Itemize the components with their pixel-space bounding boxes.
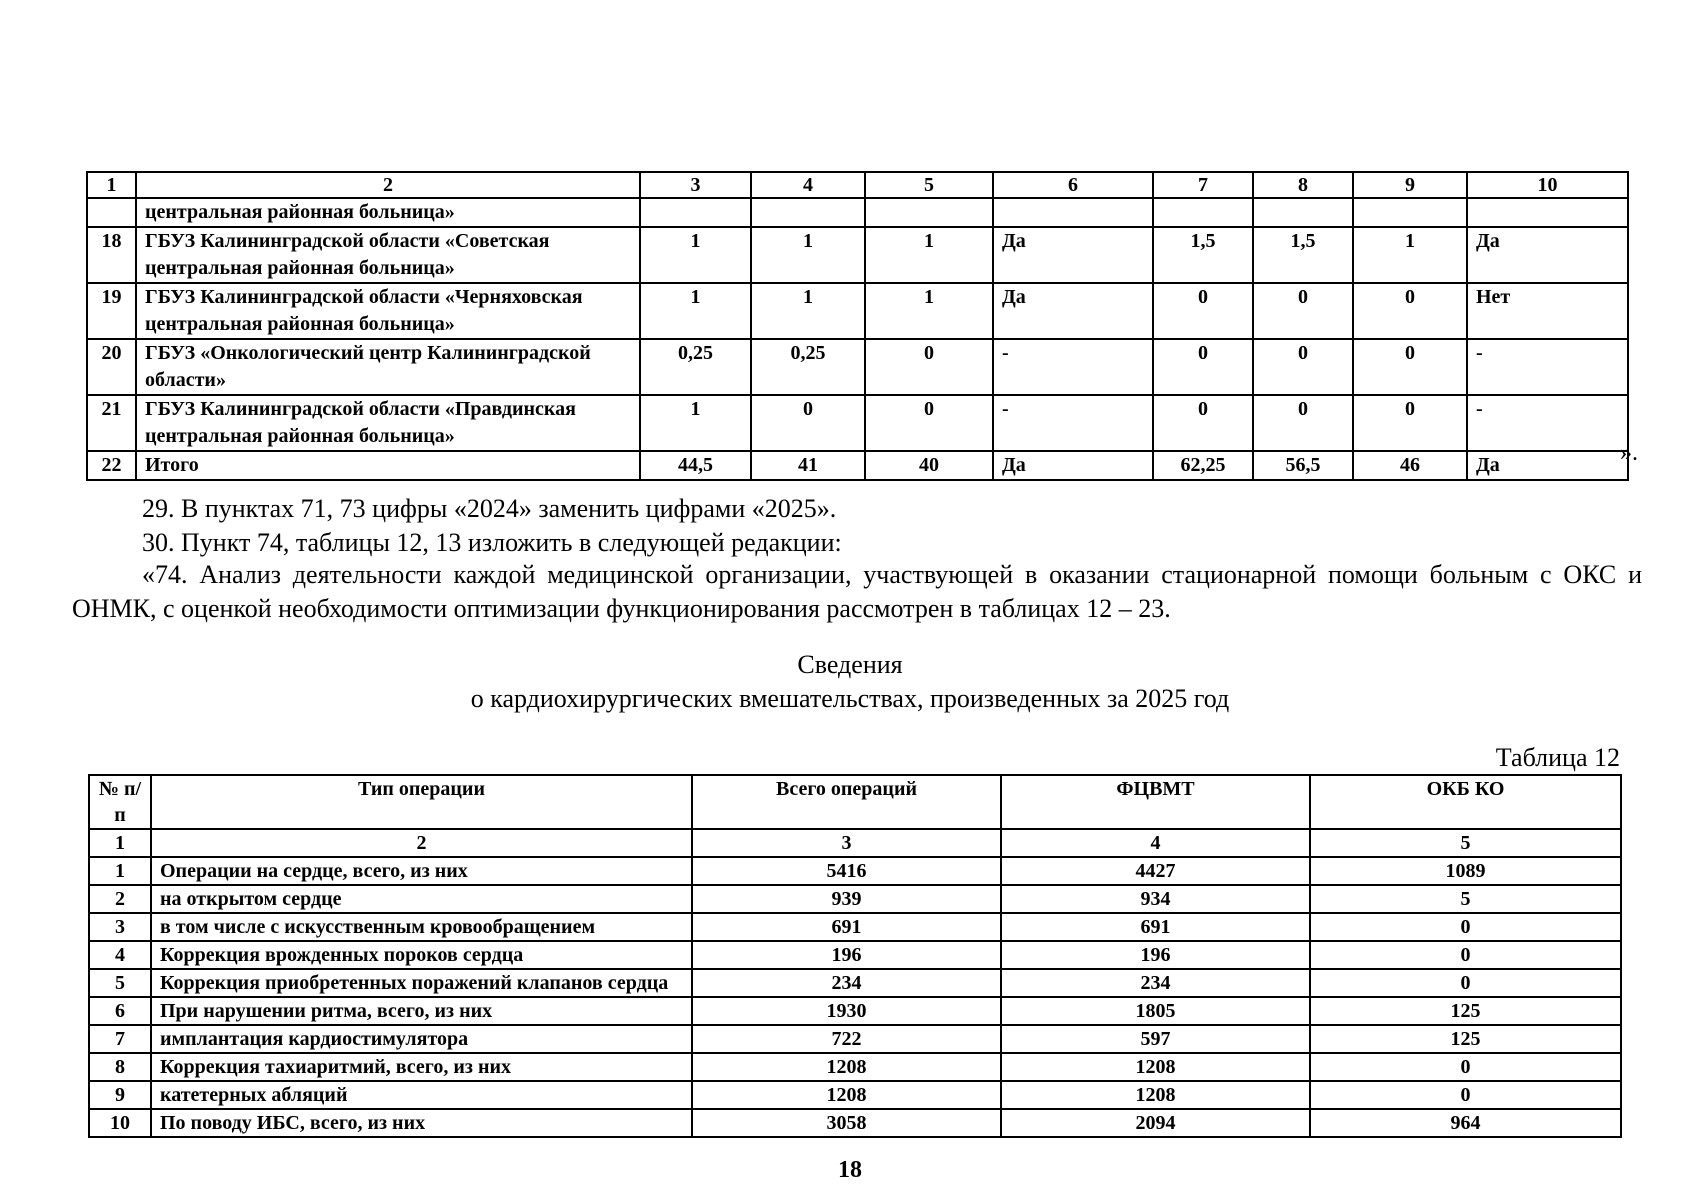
table-row (87, 198, 1628, 227)
okb-ko-cell: 0 (1310, 1081, 1621, 1109)
total-operations-cell: 691 (692, 913, 1001, 941)
table-row (87, 339, 1628, 395)
paragraph-29: 29. В пунктах 71, 73 цифры «2024» заменить цифрами «2025». (142, 494, 837, 523)
operation-type-cell: При нарушении ритма, всего, из них (151, 997, 692, 1025)
value-cell: 0 (1153, 283, 1253, 339)
row-number-cell: 10 (89, 1109, 151, 1137)
value-cell: 0 (751, 395, 865, 451)
table-caption: Таблица 12 (1495, 743, 1620, 772)
fcvmt-cell: 597 (1001, 1025, 1310, 1053)
paragraph-74: «74. Анализ деятельности каждой медицинской организации, участвующей в оказании стационарной помощи больным с ОКС и ОНМК, с оценкой необходимости оптимизации функционирования рассмотрен в таблицах 12 – 23. (72, 560, 1642, 623)
operation-type-cell: Коррекция врожденных пороков сердца (151, 941, 692, 969)
okb-ko-cell: 0 (1310, 969, 1621, 997)
table-row (89, 969, 1621, 997)
flag-cell: Да (1467, 451, 1628, 480)
value-cell: 1,5 (1253, 227, 1353, 283)
row-number-cell: 20 (87, 339, 136, 395)
value-cell: 1 (865, 227, 993, 283)
row-number-cell: 9 (89, 1081, 151, 1109)
row-number-cell: 2 (89, 885, 151, 913)
flag-cell: - (1467, 395, 1628, 451)
fcvmt-cell: 691 (1001, 913, 1310, 941)
value-cell: 41 (751, 451, 865, 480)
flag-cell: - (993, 339, 1153, 395)
operation-type-cell: Операции на сердце, всего, из них (151, 857, 692, 885)
row-number-cell: 22 (87, 451, 136, 480)
value-cell: 0,25 (640, 339, 751, 395)
header-cell: 9 (1353, 172, 1467, 198)
total-operations-cell: 1930 (692, 997, 1001, 1025)
table-row (89, 1025, 1621, 1053)
fcvmt-cell: 1208 (1001, 1081, 1310, 1109)
value-cell: 0 (1253, 339, 1353, 395)
table-row (89, 941, 1621, 969)
okb-ko-cell: 5 (1310, 885, 1621, 913)
organization-name-cell: ГБУЗ Калининградской области «Правдинская центральная районная больница» (136, 395, 640, 451)
flag-cell (993, 198, 1153, 227)
value-cell (751, 198, 865, 227)
header-cell: 1 (87, 172, 136, 198)
header-cell: 6 (993, 172, 1153, 198)
okb-ko-cell: 0 (1310, 913, 1621, 941)
cardiac-surgery-table (88, 774, 1622, 1138)
value-cell (865, 198, 993, 227)
column-number-cell: 4 (1001, 829, 1310, 857)
value-cell: 0,25 (751, 339, 865, 395)
column-number-cell: 5 (1310, 829, 1621, 857)
fcvmt-cell: 196 (1001, 941, 1310, 969)
value-cell: 0 (1153, 395, 1253, 451)
value-cell: 1 (640, 283, 751, 339)
value-cell: 56,5 (1253, 451, 1353, 480)
value-cell: 1 (640, 227, 751, 283)
value-cell: 1 (751, 227, 865, 283)
value-cell: 0 (1353, 395, 1467, 451)
flag-cell (1467, 198, 1628, 227)
value-cell (1353, 198, 1467, 227)
header-cell: 4 (751, 172, 865, 198)
total-operations-cell: 1208 (692, 1081, 1001, 1109)
flag-cell: Нет (1467, 283, 1628, 339)
header-cell: 8 (1253, 172, 1353, 198)
table-row (87, 283, 1628, 339)
value-cell: 0 (1153, 339, 1253, 395)
header-cell: Всего операций (692, 775, 1001, 829)
value-cell: 1 (640, 395, 751, 451)
organization-name-cell: ГБУЗ «Онкологический центр Калининградской области» (136, 339, 640, 395)
header-cell: ОКБ КО (1310, 775, 1621, 829)
header-cell: Тип операции (151, 775, 692, 829)
operation-type-cell: По поводу ИБС, всего, из них (151, 1109, 692, 1137)
table-row (89, 1109, 1621, 1137)
okb-ko-cell: 125 (1310, 997, 1621, 1025)
table-row (89, 1081, 1621, 1109)
fcvmt-cell: 1208 (1001, 1053, 1310, 1081)
organization-name-cell: центральная районная больница» (136, 198, 640, 227)
value-cell: 0 (1253, 395, 1353, 451)
paragraph-30: 30. Пункт 74, таблицы 12, 13 изложить в следующей редакции: (142, 528, 842, 557)
organization-name-cell: Итого (136, 451, 640, 480)
column-number-cell: 1 (89, 829, 151, 857)
value-cell (1153, 198, 1253, 227)
value-cell: 0 (1353, 339, 1467, 395)
section-subtitle: о кардиохирургических вмешательствах, произведенных за 2025 год (470, 684, 1230, 713)
total-operations-cell: 196 (692, 941, 1001, 969)
value-cell: 40 (865, 451, 993, 480)
row-number-cell: 3 (89, 913, 151, 941)
table-row (87, 395, 1628, 451)
table-row (89, 885, 1621, 913)
fcvmt-cell: 934 (1001, 885, 1310, 913)
column-number-cell: 2 (151, 829, 692, 857)
operation-type-cell: Коррекция тахиаритмий, всего, из них (151, 1053, 692, 1081)
table-row (89, 997, 1621, 1025)
organizations-table-continued (86, 171, 1629, 481)
okb-ko-cell: 964 (1310, 1109, 1621, 1137)
value-cell (1253, 198, 1353, 227)
header-cell: ФЦВМТ (1001, 775, 1310, 829)
value-cell: 0 (865, 339, 993, 395)
value-cell: 1 (1353, 227, 1467, 283)
header-cell: 10 (1467, 172, 1628, 198)
table-header-row (89, 775, 1621, 829)
value-cell: 62,25 (1153, 451, 1253, 480)
row-number-cell (87, 198, 136, 227)
section-title: Сведения (797, 650, 903, 679)
value-cell: 44,5 (640, 451, 751, 480)
row-number-cell: 7 (89, 1025, 151, 1053)
row-number-cell: 5 (89, 969, 151, 997)
flag-cell: Да (993, 451, 1153, 480)
value-cell: 1 (751, 283, 865, 339)
total-operations-cell: 939 (692, 885, 1001, 913)
flag-cell: Да (993, 283, 1153, 339)
header-cell: 7 (1153, 172, 1253, 198)
row-number-cell: 18 (87, 227, 136, 283)
total-operations-cell: 234 (692, 969, 1001, 997)
row-number-cell: 4 (89, 941, 151, 969)
row-number-cell: 8 (89, 1053, 151, 1081)
value-cell: 0 (1353, 283, 1467, 339)
operation-type-cell: Коррекция приобретенных поражений клапанов сердца (151, 969, 692, 997)
okb-ko-cell: 1089 (1310, 857, 1621, 885)
value-cell: 1,5 (1153, 227, 1253, 283)
flag-cell: Да (1467, 227, 1628, 283)
okb-ko-cell: 125 (1310, 1025, 1621, 1053)
value-cell: 1 (865, 283, 993, 339)
flag-cell: - (1467, 339, 1628, 395)
row-number-cell: 19 (87, 283, 136, 339)
operation-type-cell: имплантация кардиостимулятора (151, 1025, 692, 1053)
fcvmt-cell: 4427 (1001, 857, 1310, 885)
header-cell: № п/п (89, 775, 151, 829)
organization-name-cell: ГБУЗ Калининградской области «Советская центральная районная больница» (136, 227, 640, 283)
table-row (89, 913, 1621, 941)
header-cell: 5 (865, 172, 993, 198)
total-operations-cell: 722 (692, 1025, 1001, 1053)
value-cell: 46 (1353, 451, 1467, 480)
value-cell (640, 198, 751, 227)
column-number-row (89, 829, 1621, 857)
column-number-cell: 3 (692, 829, 1001, 857)
table-row (87, 227, 1628, 283)
table-row (87, 451, 1628, 480)
operation-type-cell: в том числе с искусственным кровообращением (151, 913, 692, 941)
fcvmt-cell: 2094 (1001, 1109, 1310, 1137)
value-cell: 0 (1253, 283, 1353, 339)
okb-ko-cell: 0 (1310, 1053, 1621, 1081)
row-number-cell: 21 (87, 395, 136, 451)
table-row (89, 1053, 1621, 1081)
row-number-cell: 6 (89, 997, 151, 1025)
header-cell: 2 (136, 172, 640, 198)
operation-type-cell: на открытом сердце (151, 885, 692, 913)
value-cell: 0 (865, 395, 993, 451)
table-header-row (87, 172, 1628, 198)
fcvmt-cell: 234 (1001, 969, 1310, 997)
okb-ko-cell: 0 (1310, 941, 1621, 969)
header-cell: 3 (640, 172, 751, 198)
operation-type-cell: катетерных абляций (151, 1081, 692, 1109)
total-operations-cell: 3058 (692, 1109, 1001, 1137)
flag-cell: Да (993, 227, 1153, 283)
organization-name-cell: ГБУЗ Калининградской области «Черняховская центральная районная больница» (136, 283, 640, 339)
flag-cell: - (993, 395, 1153, 451)
table-row (89, 857, 1621, 885)
closing-quote: ». (1620, 440, 1638, 466)
page-number: 18 (838, 1157, 862, 1183)
total-operations-cell: 1208 (692, 1053, 1001, 1081)
fcvmt-cell: 1805 (1001, 997, 1310, 1025)
total-operations-cell: 5416 (692, 857, 1001, 885)
row-number-cell: 1 (89, 857, 151, 885)
